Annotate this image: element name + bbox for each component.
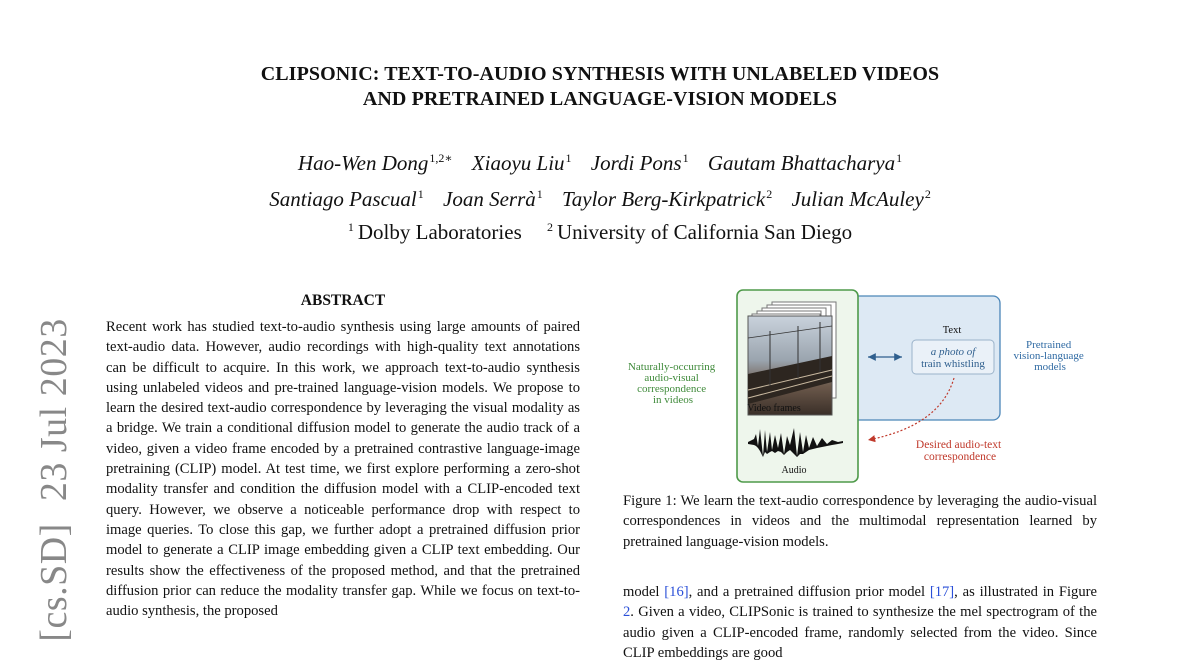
left-label-line: audio-visual — [644, 372, 699, 384]
text-query-line2: train whistling — [921, 358, 985, 370]
body-paragraph: model [16], and a pretrained diffusion prior model [17], as illustrated in Figure 2. Given a video, CLIPSonic is trained to synthesize the mel spectrogram of the audio given a CLIP-encoded frame, randomly selected from the video. Since CLIP embeddings are good — [623, 584, 1097, 661]
right-label-line: Pretrained — [1026, 339, 1072, 351]
title-line-1: CLIPSONIC: TEXT-TO-AUDIO SYNTHESIS WITH UNLABELED VIDEOS — [260, 63, 940, 85]
author: Julian McAuley$^2$ — [791, 187, 931, 211]
author: Hao-Wen Dong$^{1,2∗}$ — [297, 151, 453, 175]
left-label-line: Naturally-occurring — [627, 361, 716, 373]
author: Gautam Bhattacharya$^1$ — [707, 151, 903, 175]
right-label-line: vision-language — [1013, 350, 1084, 362]
left-label-line: correspondence — [637, 383, 707, 395]
figure-caption: Figure 1: We learn the text-audio correspondence by leveraging the audio-visual correspondences in videos and the multimodal representation learned by pretrained language-vision models. — [623, 493, 1097, 550]
desired-label — [916, 439, 1004, 463]
figure-1 — [620, 286, 1100, 484]
author-row-2 — [0, 179, 1200, 215]
text-label: Text — [942, 325, 962, 336]
right-label-line: models — [1034, 361, 1066, 373]
author: Joan Serrà$^1$ — [443, 187, 543, 211]
video-frames-stack — [748, 302, 836, 415]
title-line-2: AND PRETRAINED LANGUAGE-VISION MODELS — [362, 88, 838, 110]
abstract-text: Recent work has studied text-to-audio synthesis using large amounts of paired text-audio data. However, audio recordings with high-quality text annotations can be difficult to acquire. In this work, we approach text-to-audio synthesis using unlabeled videos and pre-trained language-vision models. We propose to learn the desired text-audio correspondence by leveraging the visual modality as a bridge. We train a conditional diffusion model to generate the audio track of a video, given a video frame encoded by a pretrained contrastive language-image pretraining (CLIP) model. At test time, we first explore performing a zero-shot modality transfer and condition the diffusion model with a CLIP-encoded text query. However, we observe a noticeable performance drop with respect to image queries. To close this gap, we further adopt a pretrained diffusion prior model to generate a CLIP image embedding given a CLIP text embedding. Our results show the effectiveness of the proposed method, and that the pretrained diffusion prior can reduce the modality transfer gap. While we focus on text-to-audio synthesis, the proposed — [106, 319, 580, 620]
author-list — [0, 143, 1200, 215]
affiliation: $^1$ Dolby Laboratories — [347, 220, 522, 244]
arxiv-date: 23 Jul 2023 — [33, 318, 75, 502]
citation-link[interactable]: [16] — [664, 584, 689, 600]
left-label — [628, 361, 718, 406]
author: Xiaoyu Liu$^1$ — [471, 151, 572, 175]
desired-label-line: Desired audio-text — [915, 439, 1002, 451]
audio-label: Audio — [781, 465, 807, 476]
video-frames-label: Video frames — [747, 403, 801, 414]
affiliation: $^2$ University of California San Diego — [547, 220, 853, 244]
author: Santiago Pascual$^1$ — [269, 187, 424, 211]
left-label-line: in videos — [652, 394, 694, 406]
arxiv-category: [cs.SD] — [33, 523, 75, 642]
affiliations — [0, 213, 1200, 246]
desired-label-line: correspondence — [923, 451, 997, 463]
abstract-heading: ABSTRACT — [300, 292, 386, 309]
author: Taylor Berg-Kirkpatrick$^2$ — [562, 187, 773, 211]
author-row-1 — [0, 143, 1200, 179]
paper-title — [0, 62, 1200, 112]
figure-ref-link[interactable]: 2 — [623, 604, 631, 621]
author: Jordi Pons$^1$ — [590, 151, 689, 175]
arxiv-stamp — [34, 312, 74, 647]
right-label — [1013, 339, 1086, 373]
citation-link[interactable]: [17] — [929, 584, 955, 600]
text-query-line1: a photo of — [930, 346, 976, 358]
